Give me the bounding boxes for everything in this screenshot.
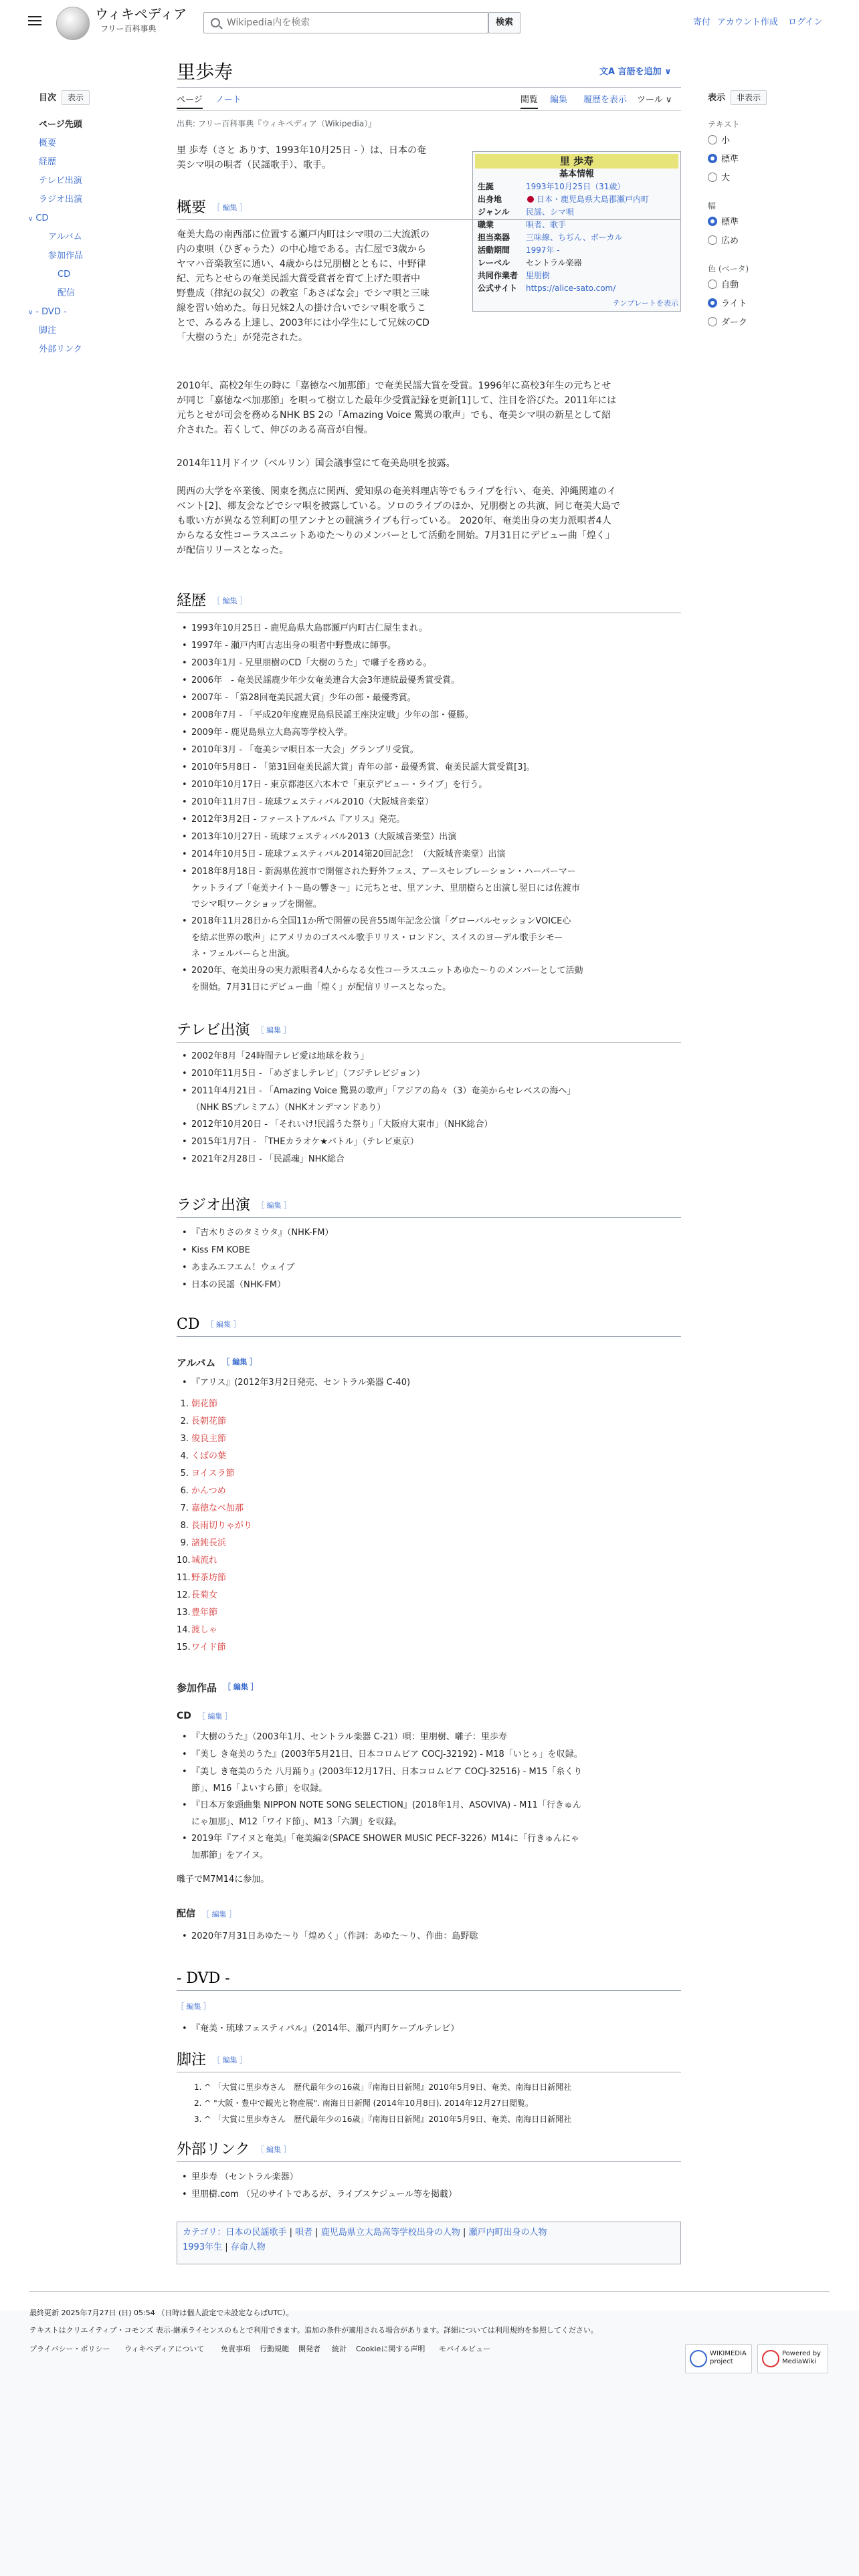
source-line: 出典: フリー百科事典『ウィキペディア（Wikipedia）』 xyxy=(177,119,377,128)
edit-link[interactable]: ［ 編集 ］ xyxy=(256,2145,291,2154)
list-item: • 『吉木りさのタミウタ』（NHK-FM） xyxy=(191,1226,333,1240)
list-item: • 2015年1月7日 - 「THEカラオケ★バトル」（テレビ東京） xyxy=(191,1136,419,1149)
appearance-hide-button[interactable]: 非表示 xyxy=(731,90,767,105)
paragraph-line: 線を習い始めた。毎日兄妹2人の掛け合いでシマ唄を歌うこ xyxy=(177,303,426,314)
infobox-key: ジャンル xyxy=(478,207,510,217)
heading-text: 経歴 xyxy=(177,593,207,609)
text-size-standard-radio[interactable] xyxy=(708,153,739,167)
license-text: テキストはクリエイティブ・コモンズ 表示-継承ライセンスのもとで利用できます。追加の条件が適用される場合があります。詳細については利用規約を参照してください。 xyxy=(29,2326,598,2335)
paragraph-line: も歌い方が異なる笠利町の里アンナとの競演ライブも行っている。 2020年、奄美出身の実力派唄者4人 xyxy=(177,516,611,526)
radio-icon xyxy=(708,173,717,182)
track-item xyxy=(177,1606,218,1620)
track-number: 15. xyxy=(177,1642,191,1652)
subheading-album xyxy=(177,1355,257,1370)
paragraph-line: 2014年11月ドイツ（ベルリン）国会議事堂にて奄美島唄を披露。 xyxy=(177,458,456,469)
chevron-down-icon[interactable]: ∨ xyxy=(28,309,33,316)
track-item xyxy=(180,1467,235,1481)
page-title: 里歩寿 xyxy=(177,61,233,83)
list-item: • 2010年5月8日 - 「第31回奄美民謡大賞」青年の部・最優秀賞、奄美民謡大賞受賞[3]。 xyxy=(191,761,535,774)
radio-checked-icon xyxy=(708,298,717,308)
search-box xyxy=(203,12,488,33)
track-item xyxy=(180,1519,253,1533)
heading-text: 参加作品 xyxy=(177,1682,217,1694)
infobox-value[interactable]: 里朋樹 xyxy=(526,271,551,280)
heading-text: CD xyxy=(177,1711,191,1721)
radio-label: 標準 xyxy=(721,217,739,227)
paragraph-line: が同じ「嘉徳なべ加那節」を唄って樹立した最年少受賞記録を更新[1]して、注目を浴びた。2011年には xyxy=(177,395,617,406)
list-item: • 2003年1月 - 兄里朋樹のCD「大樹のうた」で囃子を務める。 xyxy=(191,657,432,670)
list-item-cont: でシマ唄ワークショップを開催。 xyxy=(191,899,322,909)
section-heading-tv xyxy=(177,1021,291,1041)
track-number: 6. xyxy=(180,1486,189,1496)
category-link[interactable]: 存命人物 xyxy=(230,2242,266,2252)
list-item-cont: ネ・フェルバーらと出演。 xyxy=(191,949,295,959)
list-item: • Kiss FM KOBE xyxy=(191,1244,250,1257)
track-number: 9. xyxy=(180,1538,189,1548)
color-label: 色 (ベータ) xyxy=(708,264,749,274)
footer-link-about[interactable]: ウィキペディアについて xyxy=(124,2345,205,2353)
footer-link-developers[interactable]: 開発者 xyxy=(298,2345,320,2353)
list-item: • 『美し き奄美のうた 八月踊り』(2003年12月17日、日本コロムビア COCJ-32516) - M15「糸くり xyxy=(191,1765,582,1779)
section-heading-external xyxy=(177,2140,291,2160)
track-title[interactable]: 嘉徳なべ加那 xyxy=(191,1503,244,1513)
track-title[interactable]: くばの葉 xyxy=(191,1451,227,1461)
paragraph-line: 「大樹のうた」が発売された。 xyxy=(177,332,308,343)
template-link[interactable]: テンプレートを表示 xyxy=(612,299,678,308)
site-header xyxy=(0,0,859,43)
list-item: • 2020年、奄美出身の実力派唄者4人からなる女性コーラスユニットあゆた～りのメンバーとして活動 xyxy=(191,964,583,978)
list-item: • 2020年7月31日あゆた～り「煌めく」（作詞：あゆた～り、作曲：島野聡 xyxy=(191,1930,478,1943)
toc-item-career[interactable]: 経歴 xyxy=(39,157,57,167)
list-item-cont: 節」、M16「よいすら節」を収録。 xyxy=(191,1784,328,1794)
footer-divider xyxy=(29,2291,830,2292)
toc-item-distribution[interactable]: 配信 xyxy=(58,288,76,298)
track-title[interactable]: かんつめ xyxy=(191,1486,226,1496)
radio-label: 小 xyxy=(721,136,731,146)
track-title[interactable]: 朝花節 xyxy=(191,1399,218,1409)
track-title[interactable]: 俊良主節 xyxy=(191,1434,227,1444)
track-title[interactable]: 野茶坊節 xyxy=(191,1573,227,1583)
infobox-key: 職業 xyxy=(478,220,494,229)
list-item: • あまみエフエム！ウェイブ xyxy=(191,1261,294,1275)
list-item-cont: を結ぶ世界の歌声」にアメリカのゴスペル歌手リリス・ロンドン、スイスのヨーデル歌手シモー xyxy=(191,933,563,943)
track-item xyxy=(180,1537,227,1550)
list-item: • 1993年10月25日 - 鹿児島県大島郡瀬戸内町古仁屋生まれ。 xyxy=(191,622,427,635)
subheading-participation xyxy=(177,1680,258,1695)
edit-link[interactable]: ［ 編集 ］ xyxy=(197,1712,232,1721)
track-number: 3. xyxy=(180,1434,189,1444)
text-size-small-radio[interactable] xyxy=(708,134,730,148)
infobox-key: 公式サイト xyxy=(478,284,518,293)
infobox-key: 活動期間 xyxy=(478,245,510,255)
list-item: • 2014年10月5日 - 琉球フェスティバル2014第20回記念！（大阪城音楽堂）出演 xyxy=(191,848,506,861)
create-account-link[interactable]: アカウント作成 xyxy=(717,17,778,27)
wikimedia-badge[interactable] xyxy=(685,2344,752,2373)
radio-checked-icon xyxy=(708,217,717,226)
list-item: • 『日本万象頭曲集 NIPPON NOTE SONG SELECTION』(2018年1月、ASOVIVA) - M11「行きゅん xyxy=(191,1799,581,1812)
track-item xyxy=(180,1398,218,1411)
infobox-title: 里 歩寿 xyxy=(475,154,678,169)
radio-label: 広め xyxy=(721,236,739,246)
width-wide-radio[interactable] xyxy=(708,235,739,249)
track-item xyxy=(177,1589,218,1602)
radio-label: ダーク xyxy=(721,318,748,328)
infobox xyxy=(472,151,681,312)
paragraph-line: 野豊成（律紀の叔父）の教室「あさばな会」でシマ唄と三味 xyxy=(177,288,430,299)
tab-divider xyxy=(177,110,681,111)
heading-text: ラジオ出演 xyxy=(177,1197,251,1214)
infobox-value-hometown[interactable] xyxy=(523,193,678,206)
track-title[interactable]: 諸鈍長浜 xyxy=(191,1538,227,1548)
text-size-label: テキスト xyxy=(708,120,740,129)
last-modified: 最終更新 2025年7月27日 (日) 05:54 （日時は個人設定で未設定ならばUTC）。 xyxy=(29,2309,294,2317)
track-title[interactable]: ヨイスラ節 xyxy=(191,1469,235,1479)
toc-item-dvd-label: - DVD - xyxy=(35,307,67,317)
chevron-down-icon[interactable]: ∨ xyxy=(28,215,33,223)
edit-link[interactable]: ［ 編集 ］ xyxy=(213,597,248,605)
track-number: 14. xyxy=(177,1625,191,1635)
toc-item-dvd[interactable] xyxy=(28,306,67,320)
radio-label: ライト xyxy=(721,299,747,309)
radio-label: 大 xyxy=(721,173,731,183)
list-item-cont: を開始。7月31日にデビュー曲「煌く」が配信リリースとなった。 xyxy=(191,982,452,992)
category-box: カテゴリ：日本の民謡歌手 | 唄者 | 鹿児島県立大島高等学校出身の人物 | 瀬戸内町出身の人物 1993年生 | 存命人物 xyxy=(177,2222,681,2264)
section-heading-radio xyxy=(177,1196,291,1216)
list-item: • 2013年10月27日 - 琉球フェスティバル2013（大阪城音楽堂）出演 xyxy=(191,831,456,844)
infobox-key: レーベル xyxy=(478,258,510,267)
track-title[interactable]: 長朝花節 xyxy=(191,1416,227,1426)
infobox-value: 日本・鹿児島県大島郡瀬戸内町 xyxy=(537,195,650,204)
infobox-key: 出身地 xyxy=(478,195,502,204)
section-heading-dvd: - DVD - xyxy=(177,1970,230,1987)
toc-item-radio[interactable]: ラジオ出演 xyxy=(39,195,83,205)
toc-title: 目次 xyxy=(39,93,57,103)
list-item-cont: ケットライブ「奄美ナイト～島の響き～」に元ちとせ、里アンナ、里朋樹らと出演し翌日には佐渡市 xyxy=(191,883,580,893)
section-heading-notes xyxy=(177,2050,247,2070)
heading-divider xyxy=(177,1990,681,1991)
radio-label: 標準 xyxy=(721,154,739,165)
track-number: 5. xyxy=(180,1469,189,1479)
list-item: • 2006年 - 奄美民謡鹿少年少女奄美連合大会3年連続最優秀賞受賞。 xyxy=(191,674,460,687)
section-heading-career xyxy=(177,591,247,611)
edit-link[interactable]: ［ 編集 ］ xyxy=(213,203,248,212)
track-number: 13. xyxy=(177,1608,191,1618)
list-item: • 2012年10月20日 - 「それいけ!民謡うた祭り」「大阪府大東市」（NHK総合） xyxy=(191,1118,492,1132)
list-item: • 2010年3月 - 「奄美シマ唄日本一大会」グランプリ受賞。 xyxy=(191,744,419,757)
heading-text: 配信 xyxy=(177,1909,195,1919)
footer-link-stats[interactable]: 統計 xyxy=(332,2345,347,2353)
category-link[interactable]: カテゴリ：日本の民謡歌手 xyxy=(183,2228,287,2238)
toc-item-participation[interactable]: 参加作品 xyxy=(48,251,84,261)
list-item: • 2018年8月18日 - 新潟県佐渡市で開催された野外フェス、アースセレブレーション・ハーバーマー xyxy=(191,865,576,879)
paragraph-line: 介された。若くして、伸びのある高音が自慢。 xyxy=(177,425,373,435)
list-item: • 2008年7月 - 「平成20年度鹿児島県民謡王座決定戦」少年の部・優勝。 xyxy=(191,709,474,722)
list-item-cont: 加那節」をアイヌ。 xyxy=(191,1850,269,1860)
badge-label: WIKIMEDIA project xyxy=(710,2350,747,2365)
section-heading-cd xyxy=(177,1315,240,1335)
reference-item: 2. ^ "大阪・豊中で観光と物産展". 南海日日新聞 (2014年10月8日). 2014年12月27日閲覧。 xyxy=(194,2099,534,2108)
list-item: • 2019年『アイヌと奄美』「奄美編②(SPACE SHOWER MUSIC PECF-3226）M14に「行きゅんにゃ xyxy=(191,1832,579,1846)
title-divider xyxy=(177,87,681,88)
footer-link-mobile[interactable]: モバイルビュー xyxy=(439,2345,490,2353)
toc-item-cd[interactable] xyxy=(28,212,48,226)
mediawiki-icon xyxy=(762,2350,779,2367)
paragraph-line: とで、みるみる上達し、2003年には小学生にして兄妹のCD xyxy=(177,318,430,328)
infobox-value[interactable]: 1997年 - xyxy=(526,245,560,255)
track-item xyxy=(177,1554,218,1568)
track-number: 7. xyxy=(180,1503,189,1513)
track-title[interactable]: 長菊女 xyxy=(191,1590,218,1600)
toc-item-overview[interactable]: 概要 xyxy=(39,138,57,148)
list-item: • 2010年11月7日 - 琉球フェスティバル2010（大阪城音楽堂） xyxy=(191,796,434,809)
paragraph-line: ヤマハ音楽教室に通い、4歳からは兄朋樹とともに、中野律 xyxy=(177,259,426,270)
toc-item-album[interactable]: アルバム xyxy=(48,232,82,242)
radio-icon xyxy=(708,317,717,326)
intro-line: 里 歩寿（さと ありす、1993年10月25日 - ）は、日本の奄 xyxy=(177,145,426,156)
text-size-large-radio[interactable] xyxy=(708,172,730,186)
track-item xyxy=(177,1641,226,1654)
heading-divider xyxy=(177,1336,681,1337)
width-standard-radio[interactable] xyxy=(708,216,739,230)
subheading-distribution xyxy=(177,1907,236,1921)
toc-item-notes[interactable]: 脚注 xyxy=(39,326,57,336)
tab-edit[interactable]: 編集 xyxy=(550,95,568,105)
list-item: • 『美し き奄美のうた』(2003年5月21日、日本コロムビア COCJ-32192) - M18「いとぅ」を収録。 xyxy=(191,1748,583,1761)
heading-divider xyxy=(177,219,681,220)
category-link[interactable]: 唄者 xyxy=(295,2228,313,2238)
edit-link[interactable]: ［ 編集 ］ xyxy=(257,1201,292,1210)
tools-menu-label: ツール xyxy=(637,95,663,105)
track-title[interactable]: 城流れ xyxy=(191,1555,218,1566)
edit-link[interactable]: ［ 編集 ］ xyxy=(256,1026,291,1035)
logo-subtitle: フリー百科事典 xyxy=(100,24,157,33)
add-language-button[interactable]: 文A 言語を追加 ∨ xyxy=(599,67,672,77)
infobox-value[interactable]: 民謡、シマ唄 xyxy=(526,207,575,217)
paragraph-line: 紀、元ちとせらの奄美民謡大賞受賞者を育て上げた唄者中 xyxy=(177,274,420,284)
track-number: 11. xyxy=(177,1573,191,1583)
edit-link[interactable]: ［ 編集 ］ xyxy=(213,2056,248,2064)
radio-icon xyxy=(708,235,717,245)
list-item: • 2009年 - 鹿児島県立大島高等学校入学。 xyxy=(191,726,353,740)
intro-line: 美シマ唄の唄者（民謡歌手）、歌手。 xyxy=(177,160,331,171)
track-item xyxy=(180,1502,244,1515)
search-icon xyxy=(211,18,220,27)
list-item: • 2010年11月5日 - 「めざましテレビ」（フジテレビジョン） xyxy=(191,1067,425,1081)
list-item-cont: （NHK BSプレミアム）（NHKオンデマンドあり） xyxy=(191,1103,386,1113)
edit-link[interactable]: ［ 編集 ］ xyxy=(223,1683,258,1691)
mediawiki-badge[interactable] xyxy=(757,2344,828,2373)
edit-link[interactable]: ［ 編集 ］ xyxy=(177,2002,211,2011)
paragraph-line: が配信リリースとなった。 xyxy=(177,545,289,556)
toc-item-participation-cd[interactable]: CD xyxy=(58,270,71,280)
paragraph-line: 囃子でM7M14に参加。 xyxy=(177,1874,270,1885)
track-number: 4. xyxy=(180,1451,189,1461)
list-item: • 2007年 - 「第28回奄美民謡大賞」少年の部・最優秀賞。 xyxy=(191,691,416,705)
width-label: 幅 xyxy=(708,201,717,211)
footer-link-privacy[interactable]: プライバシー・ポリシー xyxy=(29,2345,110,2353)
track-title[interactable]: 豊年節 xyxy=(191,1608,218,1618)
heading-text: 外部リンク xyxy=(177,2141,250,2158)
login-link[interactable]: ログイン xyxy=(788,17,823,27)
toc-item-tv[interactable]: テレビ出演 xyxy=(39,176,82,186)
paragraph-line: ベント[2]、郷友会などでシマ唄を披露している。ソロのライブのほか、兄朋樹との共演、同じ奄美大島で xyxy=(177,501,620,512)
category-link[interactable]: 瀬戸内町出身の人物 xyxy=(468,2228,547,2238)
footer-link-cookie[interactable]: Cookieに関する声明 xyxy=(356,2345,425,2353)
category-link[interactable]: 鹿児島県立大島高等学校出身の人物 xyxy=(320,2228,460,2238)
wikipedia-globe-logo[interactable] xyxy=(56,7,90,40)
track-item xyxy=(177,1624,218,1637)
paragraph-line: 奄美大島の南西部に位置する瀬戸内町はシマ唄の二大流派の xyxy=(177,229,430,240)
track-number: 1. xyxy=(180,1399,189,1409)
search-button[interactable]: 検索 xyxy=(488,12,520,33)
heading-divider xyxy=(177,2161,681,2162)
reference-item: 3. ^ 「大賞に里歩寿さん 歴代最年少の16歳」『南海日日新聞』2010年5月9日、奄美、南海日日新聞社 xyxy=(194,2115,572,2124)
track-title[interactable]: 渡しゃ xyxy=(191,1625,218,1635)
track-item xyxy=(180,1485,226,1498)
japan-flag-icon xyxy=(527,196,534,203)
subheading-participation-cd xyxy=(177,1709,232,1723)
paragraph-line: 関西の大学を卒業後、関東を拠点に関西、愛知県の奄美料理店等でもライブを行い、奄美、沖縄関連のイ xyxy=(177,486,617,497)
infobox-value: セントラル楽器 xyxy=(526,258,582,267)
heading-text: 脚注 xyxy=(177,2052,207,2068)
list-item: • 2018年11月28日から全国11か所で開催の民音55周年記念公演「グローバルセッションVOICE心 xyxy=(191,915,571,928)
main-menu-button[interactable] xyxy=(27,13,43,29)
tab-page[interactable]: ページ xyxy=(177,94,203,109)
radio-icon xyxy=(708,280,717,289)
tab-read[interactable]: 閲覧 xyxy=(520,94,538,109)
appearance-title: 表示 xyxy=(708,93,726,103)
paragraph-line: からなる女性コーラスユニットあゆた～りのメンバーとして活動を開始。7月31日にデビュー曲「煌く」 xyxy=(177,530,615,541)
section-heading-overview xyxy=(177,198,247,218)
infobox-key: 担当楽器 xyxy=(478,233,510,242)
list-item: • 2002年8月「24時間テレビ愛は地球を救う」 xyxy=(191,1050,369,1063)
toc-item-external[interactable]: 外部リンク xyxy=(39,344,82,354)
footer-link-disclaimer[interactable]: 免責事項 xyxy=(221,2345,250,2353)
tab-talk[interactable]: ノート xyxy=(215,95,242,105)
track-item xyxy=(180,1415,227,1428)
tools-menu[interactable]: ツール ∨ xyxy=(637,95,672,105)
radio-checked-icon xyxy=(708,154,717,163)
track-title[interactable]: ワイド節 xyxy=(191,1642,226,1652)
list-item: • 2011年4月21日 - 「Amazing Voice 驚異の歌声」「アジアの島々（3）奄美からセレベスの海へ」 xyxy=(191,1085,575,1098)
translate-icon: 文A xyxy=(599,67,618,77)
infobox-key: 生誕 xyxy=(478,182,494,191)
edit-link[interactable]: ［ 編集 ］ xyxy=(222,1358,258,1366)
track-number: 12. xyxy=(177,1590,191,1600)
heading-text: CD xyxy=(177,1316,200,1333)
logo-title[interactable]: ウィキペディア xyxy=(95,6,187,22)
track-item xyxy=(177,1572,227,1585)
external-link-item[interactable]: • 里歩寿 （セントラル楽器） xyxy=(191,2171,298,2184)
heading-text: テレビ出演 xyxy=(177,1022,250,1039)
radio-label: 自動 xyxy=(721,280,739,290)
edit-link[interactable]: ［ 編集 ］ xyxy=(202,1910,236,1919)
search-input[interactable] xyxy=(227,15,481,30)
radio-icon xyxy=(708,135,717,144)
list-item: • 日本の民謡（NHK-FM） xyxy=(191,1279,286,1292)
list-item: • 2012年3月2日 - ファーストアルバム『アリス』発売。 xyxy=(191,813,405,827)
heading-text: 概要 xyxy=(177,199,207,216)
infobox-value[interactable]: 1993年10月25日（31歳） xyxy=(526,182,626,191)
tab-history[interactable]: 履歴を表示 xyxy=(583,95,628,105)
track-title[interactable]: 長雨切りゃがり xyxy=(191,1521,253,1531)
infobox-value[interactable]: 唄者、歌手 xyxy=(526,220,567,229)
donate-link[interactable]: 寄付 xyxy=(693,17,711,27)
paragraph-line: 元ちとせが司会を務めるNHK BS 2の「Amazing Voice 驚異の歌声」でも、奄美シマ唄の新星として紹 xyxy=(177,410,611,421)
toc-item-top[interactable]: ページ先頭 xyxy=(39,120,82,130)
edit-link[interactable]: ［ 編集 ］ xyxy=(206,1320,241,1329)
album-intro: • 『アリス』(2012年3月2日発売、セントラル楽器 C-40) xyxy=(191,1376,410,1390)
heading-divider xyxy=(177,1042,681,1043)
list-item: • 『奄美・琉球フェスティバル』（2014年、瀬戸内町ケーブルテレビ） xyxy=(191,2022,459,2036)
list-item: • 2021年2月28日 - 「民謡魂」NHK総合 xyxy=(191,1153,345,1166)
infobox-table xyxy=(475,181,678,295)
track-number: 2. xyxy=(180,1416,189,1426)
list-item: • 1997年 - 瀬戸内町古志出身の唄者中野豊成に師事。 xyxy=(191,639,396,653)
infobox-section: 基本情報 xyxy=(559,169,594,179)
footer-link-conduct[interactable]: 行動規範 xyxy=(260,2345,289,2353)
toc-item-cd-label: CD xyxy=(35,213,49,223)
track-item xyxy=(180,1432,227,1446)
category-link[interactable]: 1993年生 xyxy=(183,2242,223,2252)
list-item: • 『大樹のうた』（2003年1月、セントラル楽器 C-21）唄：里朋樹、囃子：里歩寿 xyxy=(191,1731,507,1744)
reference-item: 1. ^ 「大賞に里歩寿さん 歴代最年少の16歳」『南海日日新聞』2010年5月9日、奄美、南海日日新聞社 xyxy=(194,2082,572,2092)
color-dark-radio[interactable] xyxy=(708,316,747,330)
track-number: 8. xyxy=(180,1521,189,1531)
toc-toggle-button[interactable]: 表示 xyxy=(62,90,90,105)
color-auto-radio[interactable] xyxy=(708,279,739,293)
infobox-key: 共同作業者 xyxy=(478,271,518,280)
list-item: • 2010年10月17日 - 東京都港区六本木で「東京デビュー・ライブ」を行う。 xyxy=(191,778,487,792)
external-link-item[interactable]: • 里朋樹.com （兄のサイトであるが、ライブスケジュール等を掲載） xyxy=(191,2188,457,2202)
paragraph-line: 2010年、高校2年生の時に「嘉徳なべ加那節」で奄美民謡大賞を受賞。1996年に高校3年生の元ちとせ xyxy=(177,381,611,391)
list-item-cont: にゃ加那」、M12「ワイド節」、M13「六調」を収録。 xyxy=(191,1817,402,1827)
color-light-radio[interactable] xyxy=(708,298,747,312)
badge-label: Powered by MediaWiki xyxy=(782,2350,821,2365)
infobox-value[interactable]: 三味線、ちぢん、ボーカル xyxy=(526,233,623,242)
add-language-label: 言語を追加 xyxy=(617,67,662,77)
heading-text: アルバム xyxy=(177,1357,216,1369)
paragraph-line: 内の東唄（ひぎゃうた）の中心地である。古仁屋で3歳から xyxy=(177,244,426,255)
infobox-value-website[interactable]: https://alice-sato.com/ xyxy=(526,284,616,293)
track-number: 10. xyxy=(177,1555,191,1566)
heading-divider xyxy=(177,1217,681,1218)
wikimedia-icon xyxy=(690,2350,707,2367)
track-item xyxy=(180,1450,227,1463)
